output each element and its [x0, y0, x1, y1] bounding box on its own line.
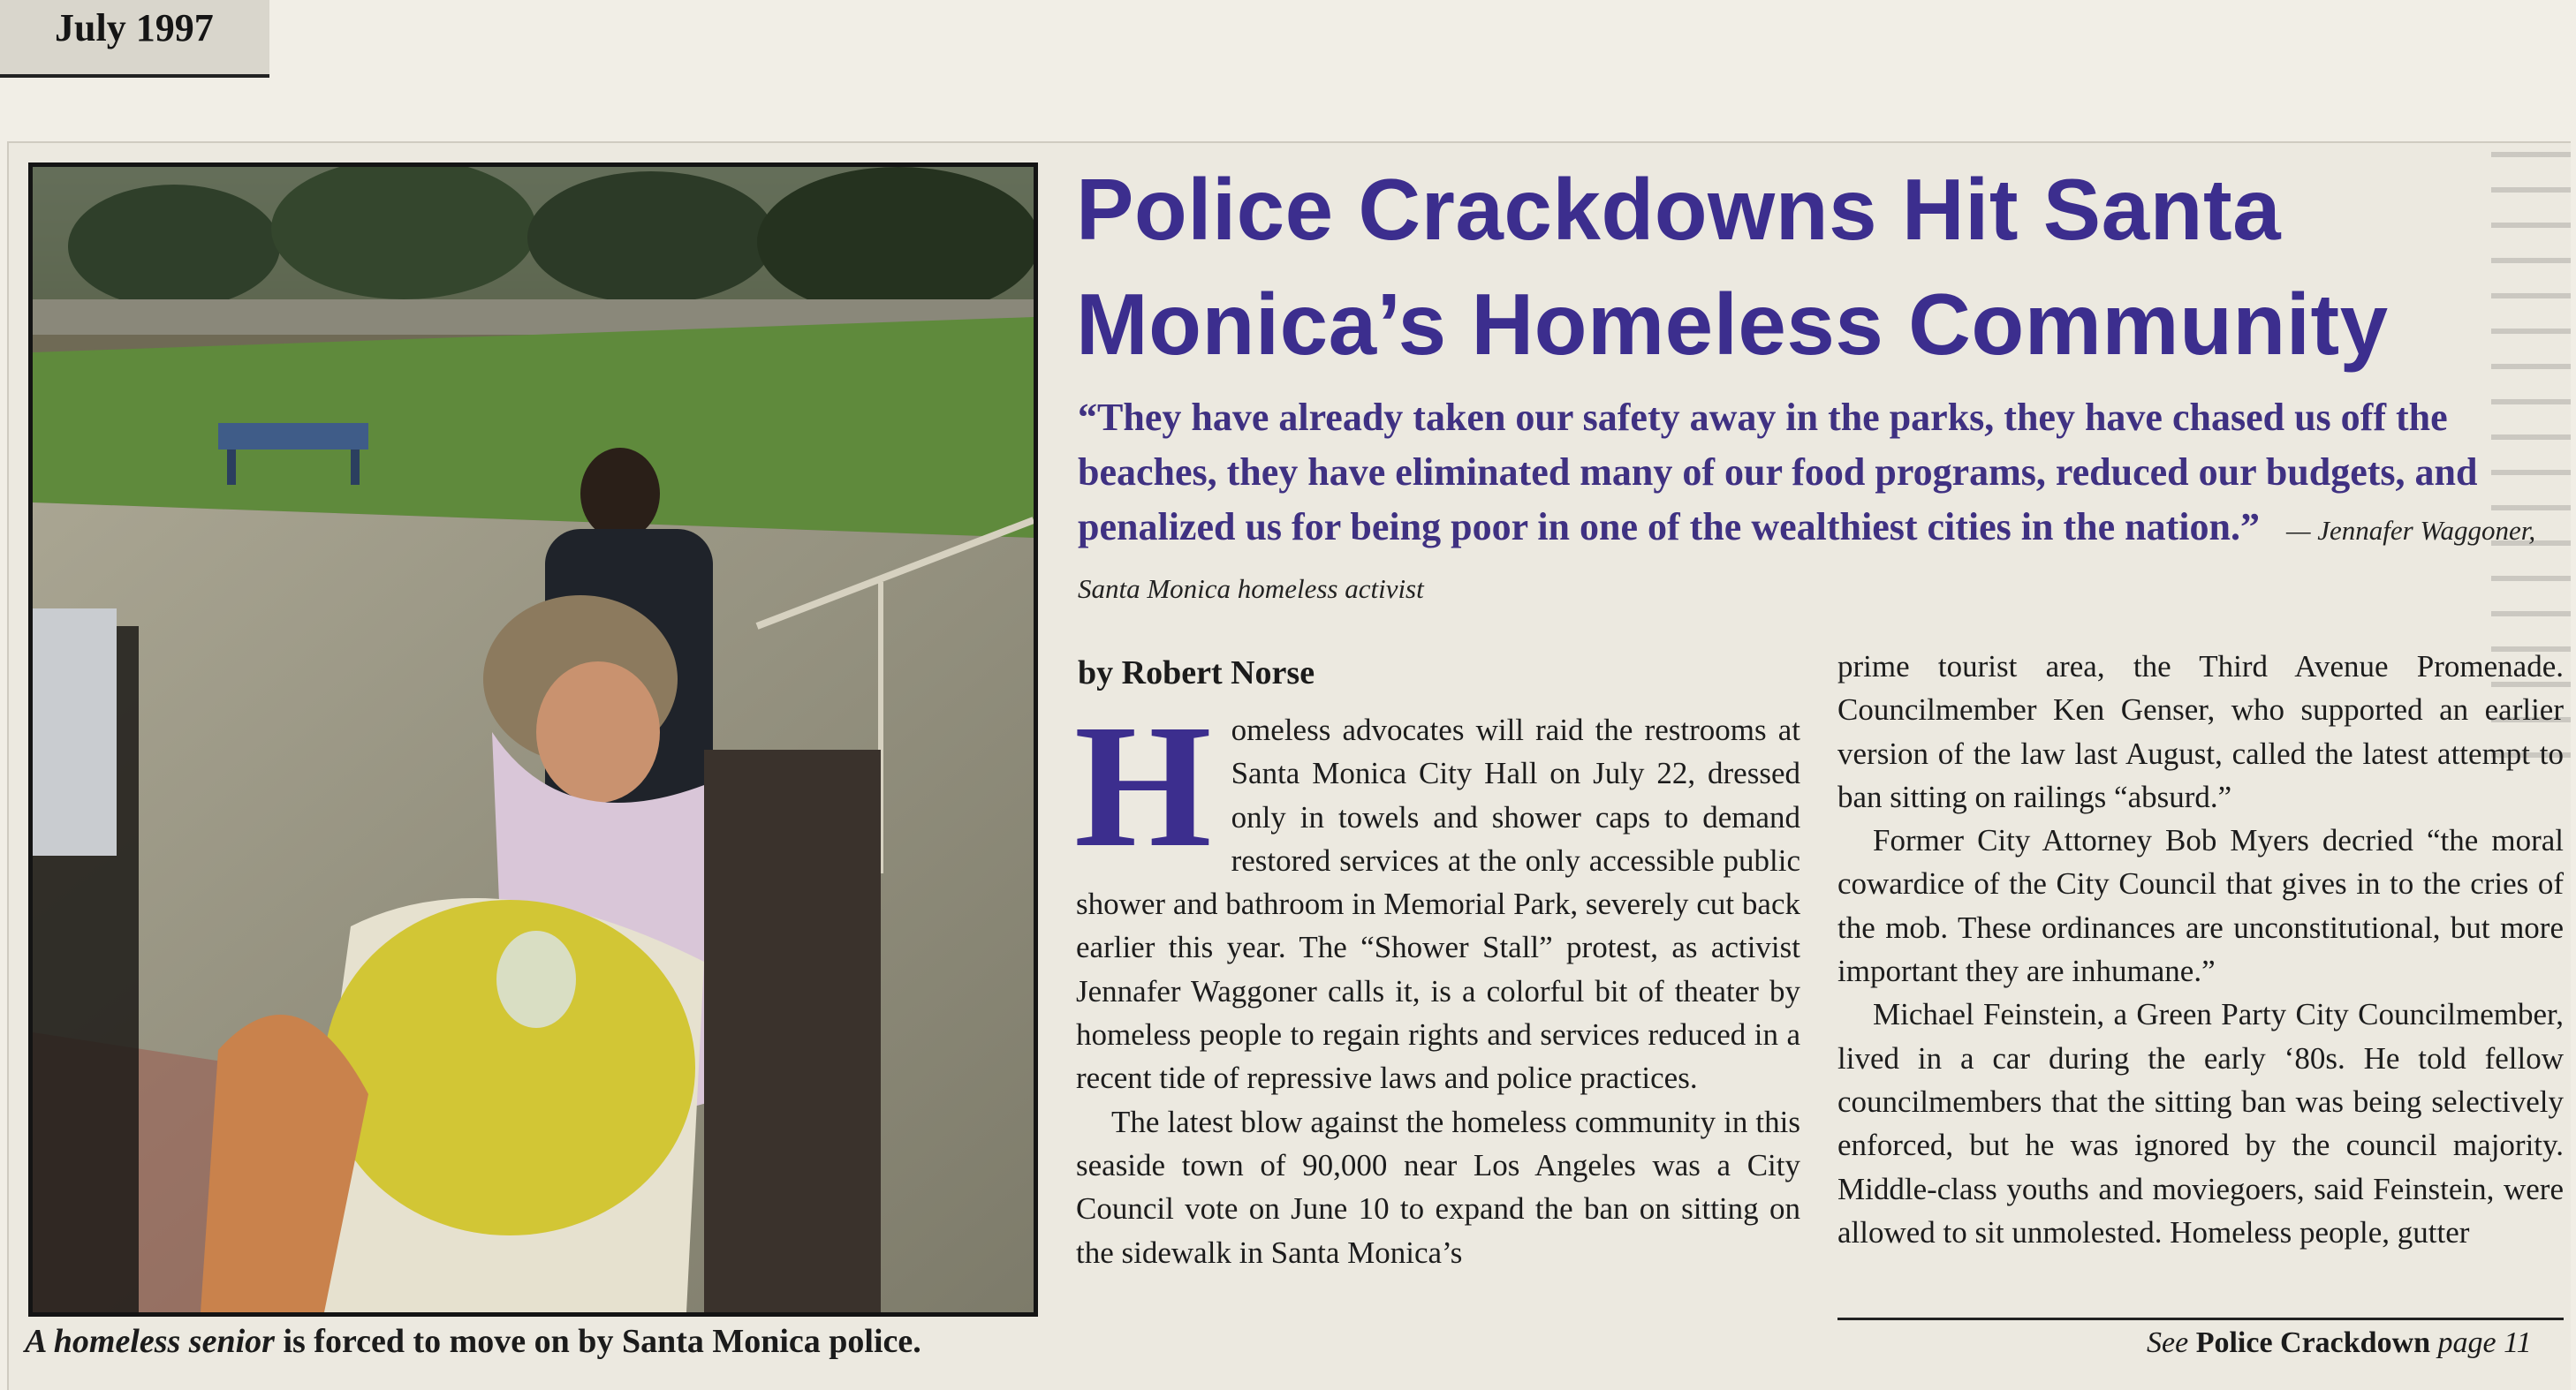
photo-illustration	[33, 167, 1034, 1312]
pull-quote	[1078, 390, 2571, 616]
pull-quote-attribution: — Jennafer Waggoner, Santa Monica homeless activist	[1078, 515, 2536, 604]
article-column-2	[1837, 645, 2564, 1254]
article-paragraph: The latest blow against the homeless community in this seaside town of 90,000 near Los Angeles was a City Council vote on June 10 to expand the ban on sitting on the sidewalk in Santa Monica’s	[1076, 1104, 1800, 1270]
article-column-1	[1074, 689, 1800, 1274]
date-tab	[0, 0, 269, 78]
article-paragraph: prime tourist area, the Third Avenue Promenade. Councilmember Ken Genser, who supported an earlier version of the law last August, called the latest attempt to ban sitting on railings “absurd.”	[1837, 649, 2564, 814]
issue-date: July 1997	[55, 6, 214, 49]
continued-line	[2147, 1326, 2532, 1360]
drop-cap: H	[1074, 689, 1212, 884]
article-paragraph: Michael Feinstein, a Green Party City Councilmember, lived in a car during the early ‘80s. He told fellow councilmembers that the sitting ban was being selectively enforced, but he was ignored by the council majority. Middle-class youths and moviegoers, said Feinstein, were allowed to sit unmolested. Homeless people, gutter	[1837, 997, 2564, 1250]
byline: by Robert Norse	[1078, 654, 1315, 691]
column-rule	[1837, 1318, 2564, 1320]
continued-page: page 11	[2437, 1326, 2532, 1359]
headline: Police Crackdowns Hit Santa Monica’s Homeless Community	[1076, 161, 2389, 373]
photo-caption	[25, 1322, 1049, 1361]
pull-quote-text: “They have already taken our safety away in the parks, they have chased us off the beaches, they have eliminated many of our food programs, reduced our budgets, and penalized us for being poor in one of the wealthiest cities in the nation.”	[1078, 396, 2478, 548]
caption-text: is forced to move on by Santa Monica police.	[274, 1323, 921, 1360]
continued-see: See	[2147, 1326, 2189, 1359]
article-photo	[28, 162, 1038, 1317]
article-paragraph	[1074, 689, 1800, 1100]
paragraph-text: omeless advocates will raid the restrooms at Santa Monica City Hall on July 22, dressed only in towels and shower caps to demand restored services at the only accessible public shower and bathroom in Memorial Park, severely cut back earlier this year. The “Shower Stall” protest, as activist Jennafer Waggoner calls it, is a colorful bit of theater by homeless people to regain rights and services reduced in a recent tide of repressive laws and police practices.	[1076, 713, 1800, 1096]
continued-title: Police Crackdown	[2195, 1326, 2431, 1359]
caption-italic: A homeless senior	[25, 1323, 275, 1360]
newspaper-clipping	[7, 141, 2571, 1390]
article-paragraph: Former City Attorney Bob Myers decried “the moral cowardice of the City Council that gives in to the cries of the mob. These ordinances are unconstitutional, but more important they are inhumane.”	[1837, 823, 2564, 989]
